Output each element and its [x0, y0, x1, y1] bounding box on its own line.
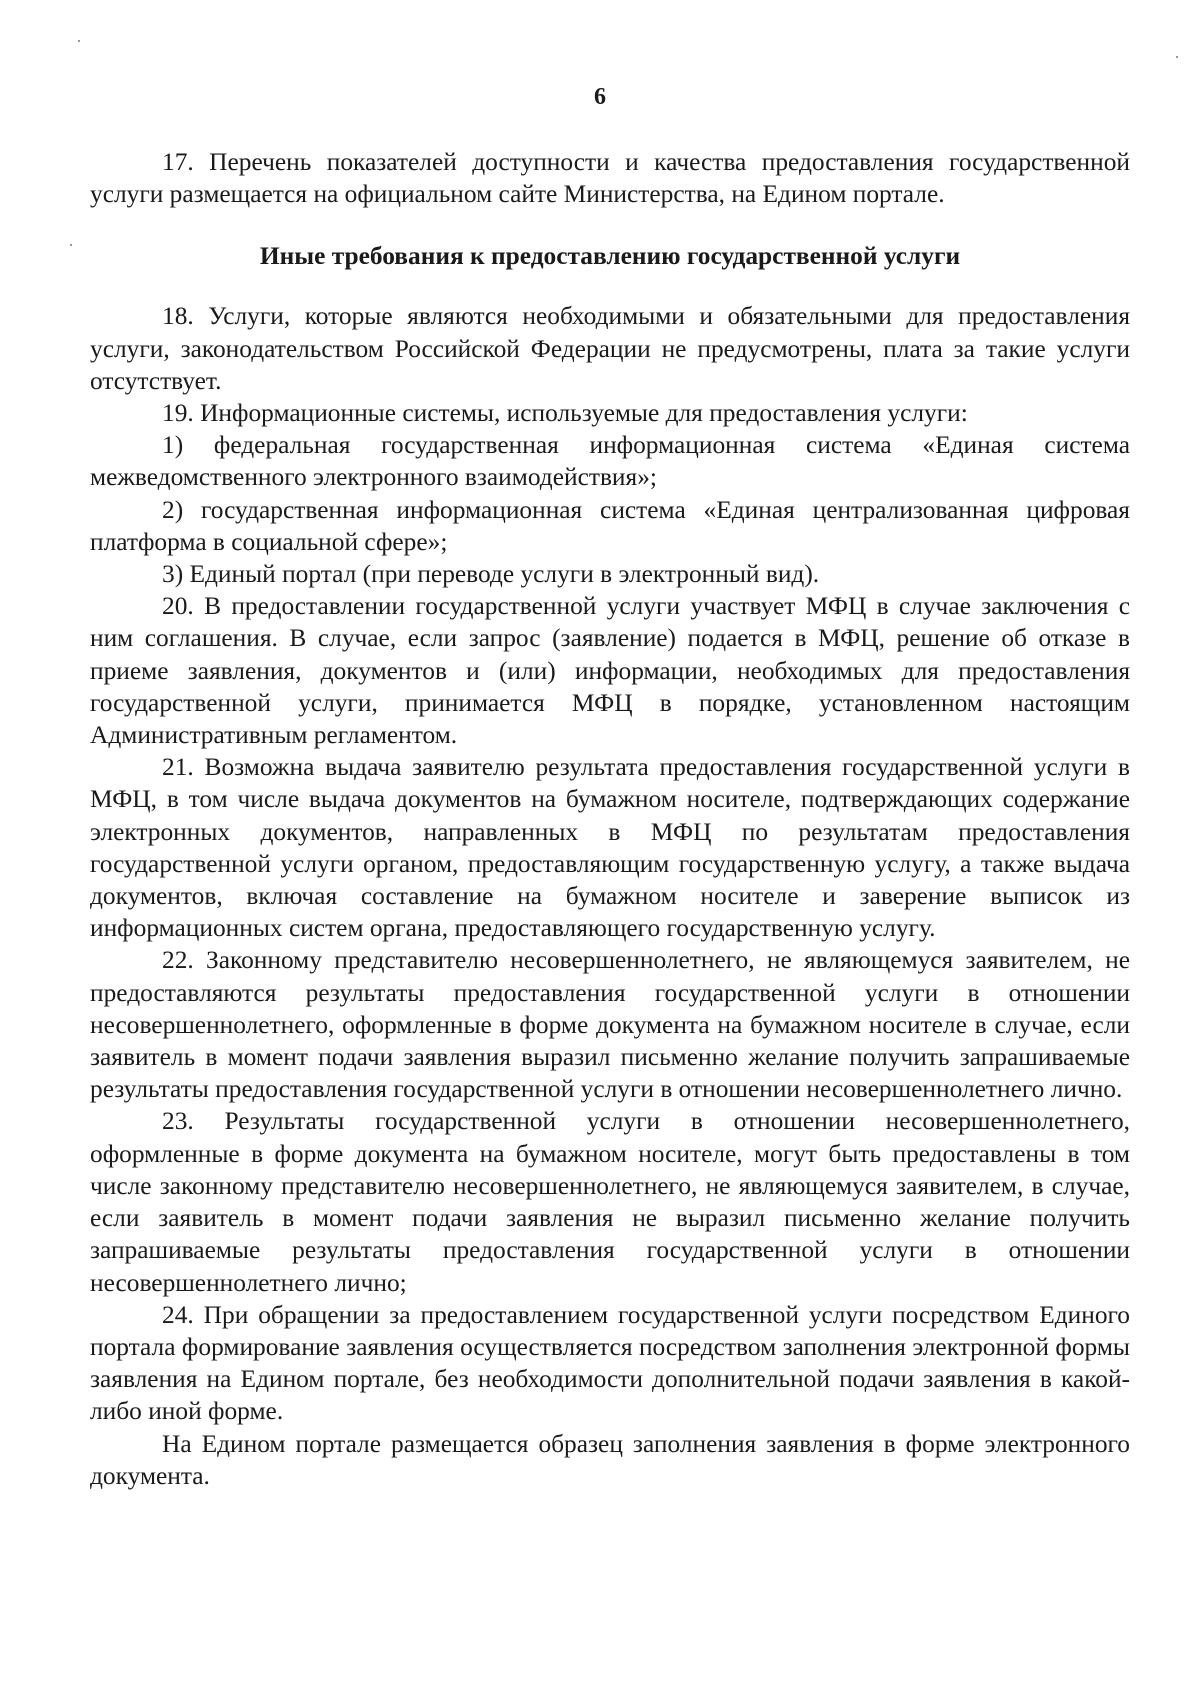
paragraph: 19. Информационные системы, используемые для предоставления услуги: [162, 399, 968, 428]
document-body [90, 146, 1130, 1492]
paragraph: 21. Возможна выдача заявителю результата предоставления государственной услуги в МФЦ, в том числе выдача документов на бумажном носителе, подтверждающих содержание электронных документов, направленных в МФЦ по результатам предоставления государственной услуги органом, предоставляющим государственную услугу, а также выдача документов, включая составление на бумажном носителе и заверение выписок из информационных систем органа, предоставляющего государственную услугу. [90, 753, 1130, 943]
paragraph: 17. Перечень показателей доступности и качества предоставления государственной услуги размещается на официальном сайте Министерства, на Едином портале. [90, 148, 1130, 209]
list-item: 1) федеральная государственная информационная система «Единая система межведомственного электронного взаимодействия»; [90, 431, 1130, 492]
paragraph: 22. Законному представителю несовершеннолетнего, не являющемуся заявителем, не предоставляются результаты предоставления государственной услуги в отношении несовершеннолетнего, оформленные в форме документа на бумажном носителе в случае, если заявитель в момент подачи заявления выразил письменно желание получить запрашиваемые результаты предоставления государственной услуги в отношении несовершеннолетнего лично. [90, 946, 1130, 1104]
list-item: 3) Единый портал (при переводе услуги в электронный вид). [162, 560, 820, 589]
paragraph: 20. В предоставлении государственной услуги участвует МФЦ в случае заключения с ним соглашения. В случае, если запрос (заявление) подается в МФЦ, решение об отказе в приеме заявления, документов и (или) информации, необходимых для предоставления государственной услуги, принимается МФЦ в порядке, установленном настоящим Административным регламентом. [90, 592, 1130, 750]
page-number: 6 [594, 84, 606, 110]
paragraph: На Едином портале размещается образец заполнения заявления в форме электронного документа. [90, 1429, 1130, 1490]
paragraph: 24. При обращении за предоставлением государственной услуги посредством Единого портала формирование заявления осуществляется посредством заполнения электронной формы заявления на Едином портале, без необходимости дополнительной подачи заявления в какой-либо иной форме. [90, 1300, 1130, 1426]
list-item: 2) государственная информационная система «Единая централизованная цифровая платформа в социальной сфере»; [90, 495, 1130, 556]
paragraph: 18. Услуги, которые являются необходимыми и обязательными для предоставления услуги, законодательством Российской Федерации не предусмотрены, плата за такие услуги отсутствует. [90, 302, 1130, 395]
scan-speck [78, 40, 80, 42]
scan-speck [1176, 56, 1178, 58]
scan-speck [70, 244, 72, 246]
section-heading: Иные требования к предоставлению государственной услуги [259, 242, 961, 271]
paragraph: 23. Результаты государственной услуги в отношении несовершеннолетнего, оформленные в форме документа на бумажном носителе, могут быть предоставлены в том числе законному представителю несовершеннолетнего, не являющемуся заявителем, в случае, если заявитель в момент подачи заявления не выразил письменно желание получить запрашиваемые результаты предоставления государственной услуги в отношении несовершеннолетнего лично; [90, 1107, 1130, 1297]
